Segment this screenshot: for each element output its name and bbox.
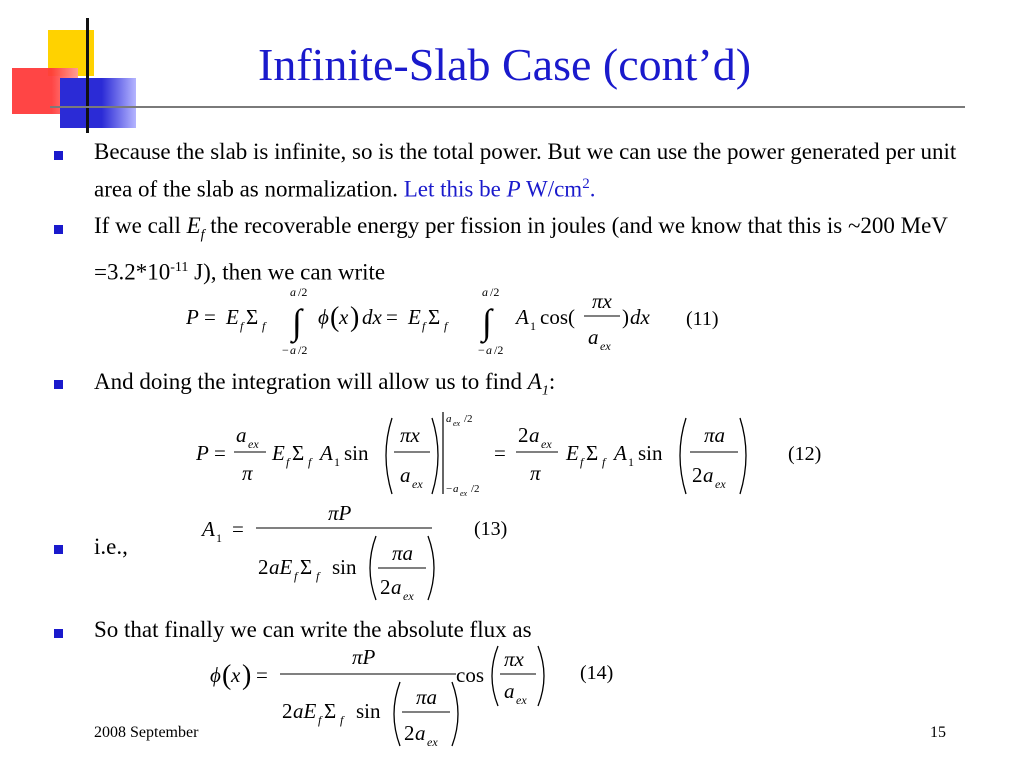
equation-number-13: (13)	[474, 518, 508, 540]
svg-text:ex: ex	[412, 477, 423, 491]
svg-text:πP: πP	[352, 645, 376, 669]
svg-text:): )	[622, 305, 629, 329]
svg-text:ex: ex	[427, 735, 438, 748]
bullet-4-text: i.e.,	[94, 534, 128, 559]
svg-text:aE: aE	[269, 555, 293, 579]
svg-text:Σ: Σ	[586, 441, 599, 465]
svg-text:ex: ex	[453, 419, 461, 428]
svg-text:(: (	[222, 660, 232, 691]
svg-text:E: E	[408, 305, 421, 329]
svg-text:): )	[350, 302, 360, 333]
svg-text:E: E	[566, 441, 579, 465]
svg-text:): )	[242, 660, 252, 691]
svg-text:πa: πa	[416, 685, 438, 709]
svg-text:a: a	[482, 285, 488, 299]
equation-13	[200, 500, 460, 612]
svg-text:∫: ∫	[292, 302, 302, 342]
svg-text:A: A	[202, 517, 215, 541]
svg-text:Σ: Σ	[324, 699, 337, 723]
logo-decoration	[0, 0, 150, 140]
svg-text:a: a	[236, 423, 247, 447]
svg-text:πx: πx	[504, 647, 524, 671]
svg-text:cos(: cos(	[540, 305, 575, 329]
svg-text:f: f	[316, 569, 320, 583]
svg-text:a: a	[415, 721, 426, 745]
svg-text:f: f	[602, 455, 606, 469]
svg-text:=: =	[494, 441, 506, 465]
svg-text:/2: /2	[471, 483, 480, 495]
bullet-marker	[54, 225, 63, 234]
svg-text:A: A	[516, 305, 529, 329]
svg-text:2: 2	[518, 423, 529, 447]
svg-text:=: =	[256, 663, 268, 687]
svg-text:a: a	[453, 483, 459, 495]
svg-text:ϕ: ϕ	[210, 663, 221, 687]
svg-text:2: 2	[380, 575, 391, 599]
svg-text:x: x	[231, 663, 241, 687]
svg-text:E: E	[226, 305, 239, 329]
svg-text:∫: ∫	[482, 302, 492, 342]
bullet-2-text: If we call $E_f$ the recoverable energy per fission in joules (and we know that this is ~200 MeV $=3.2*10^{-11}$ J), then we can write	[94, 213, 948, 285]
svg-text:1: 1	[334, 455, 340, 469]
svg-text:π: π	[530, 461, 541, 485]
bullet-marker	[54, 380, 63, 389]
vertical-rule	[86, 18, 89, 133]
svg-text:a: a	[486, 343, 492, 357]
svg-text:−: −	[282, 343, 289, 357]
equation-12	[196, 410, 756, 506]
svg-text:a: a	[504, 679, 515, 703]
svg-text:Σ: Σ	[292, 441, 305, 465]
svg-text:cos: cos	[456, 663, 484, 687]
svg-text:sin: sin	[638, 441, 663, 465]
svg-text:2: 2	[404, 721, 415, 745]
svg-text:A: A	[320, 441, 333, 465]
title-underline	[50, 106, 965, 108]
bullet-marker	[54, 545, 63, 554]
svg-text:a: a	[290, 285, 296, 299]
svg-text:πa: πa	[392, 541, 414, 565]
svg-text:Σ: Σ	[428, 305, 441, 329]
svg-text:a: a	[391, 575, 402, 599]
bullet-3-text: And doing the integration will allow us to find $A_1$:	[94, 369, 556, 399]
footer-date: 2008 September	[94, 724, 199, 741]
svg-text:a: a	[446, 413, 452, 425]
svg-text:a: a	[588, 325, 599, 349]
svg-text:f: f	[286, 455, 290, 469]
svg-text:1: 1	[628, 455, 634, 469]
svg-text:ex: ex	[541, 437, 552, 451]
svg-text:a: a	[529, 423, 540, 447]
svg-text:f: f	[340, 713, 344, 727]
svg-text:ex: ex	[600, 339, 611, 353]
svg-text:2: 2	[692, 463, 703, 487]
svg-text:x: x	[339, 305, 349, 329]
svg-text:=: =	[214, 441, 226, 465]
svg-text:πP: πP	[328, 501, 352, 525]
svg-text:/2: /2	[298, 285, 308, 299]
svg-text:f: f	[422, 319, 426, 333]
svg-text:−: −	[446, 483, 453, 495]
svg-text:E: E	[272, 441, 285, 465]
svg-text:f: f	[294, 569, 298, 583]
svg-text:(: (	[330, 302, 340, 333]
svg-text:=: =	[204, 305, 216, 329]
svg-text:a: a	[703, 463, 714, 487]
svg-text:sin: sin	[332, 555, 357, 579]
svg-text:πa: πa	[704, 423, 726, 447]
svg-text:P: P	[186, 305, 199, 329]
equation-14	[206, 642, 556, 754]
svg-text:f: f	[444, 319, 448, 333]
svg-text:ex: ex	[403, 589, 414, 603]
svg-text:Σ: Σ	[246, 305, 259, 329]
svg-text:2: 2	[282, 699, 293, 723]
blue-square	[60, 78, 136, 128]
svg-text:ex: ex	[248, 437, 259, 451]
svg-text:ex: ex	[516, 693, 527, 707]
svg-text:2: 2	[258, 555, 269, 579]
equation-number-14: (14)	[580, 662, 614, 684]
svg-text:=: =	[232, 517, 244, 541]
bullet-5-text: So that finally we can write the absolute flux as	[94, 617, 532, 642]
svg-text:=: =	[386, 305, 398, 329]
svg-text:f: f	[308, 455, 312, 469]
page-number: 15	[930, 724, 946, 741]
svg-text:Σ: Σ	[300, 555, 313, 579]
bullet-marker	[54, 151, 63, 160]
svg-text:dx: dx	[362, 305, 382, 329]
svg-text:A: A	[614, 441, 627, 465]
svg-text:P: P	[196, 441, 209, 465]
bullet-1-text: Because the slab is infinite, so is the total power. But we can use the power generated per unit area of the slab as normalization. Let this be P $W/cm^2$.	[94, 139, 957, 202]
svg-text:a: a	[290, 343, 296, 357]
svg-text:ex: ex	[460, 489, 468, 498]
svg-text:ex: ex	[715, 477, 726, 491]
svg-text:/2: /2	[490, 285, 500, 299]
equation-number-12: (12)	[788, 443, 822, 465]
svg-text:πx: πx	[400, 423, 420, 447]
slide-title: Infinite-Slab Case (cont’d)	[258, 39, 752, 90]
svg-text:/2: /2	[464, 413, 473, 425]
svg-text:f: f	[262, 319, 266, 333]
bullet-marker	[54, 629, 63, 638]
svg-text:f: f	[240, 319, 244, 333]
svg-text:ϕ: ϕ	[318, 305, 329, 329]
svg-text:f: f	[580, 455, 584, 469]
svg-text:1: 1	[216, 531, 222, 545]
svg-text:/2: /2	[494, 343, 504, 357]
svg-text:aE: aE	[293, 699, 317, 723]
svg-text:sin: sin	[344, 441, 369, 465]
equation-11	[186, 282, 666, 364]
svg-text:sin: sin	[356, 699, 381, 723]
svg-text:1: 1	[530, 319, 536, 333]
svg-text:−: −	[478, 343, 485, 357]
equation-number-11: (11)	[686, 308, 719, 330]
svg-text:/2: /2	[298, 343, 308, 357]
svg-text:π: π	[242, 461, 253, 485]
svg-text:a: a	[400, 463, 411, 487]
svg-text:dx: dx	[630, 305, 650, 329]
svg-text:πx: πx	[592, 289, 612, 313]
svg-text:f: f	[318, 713, 322, 727]
